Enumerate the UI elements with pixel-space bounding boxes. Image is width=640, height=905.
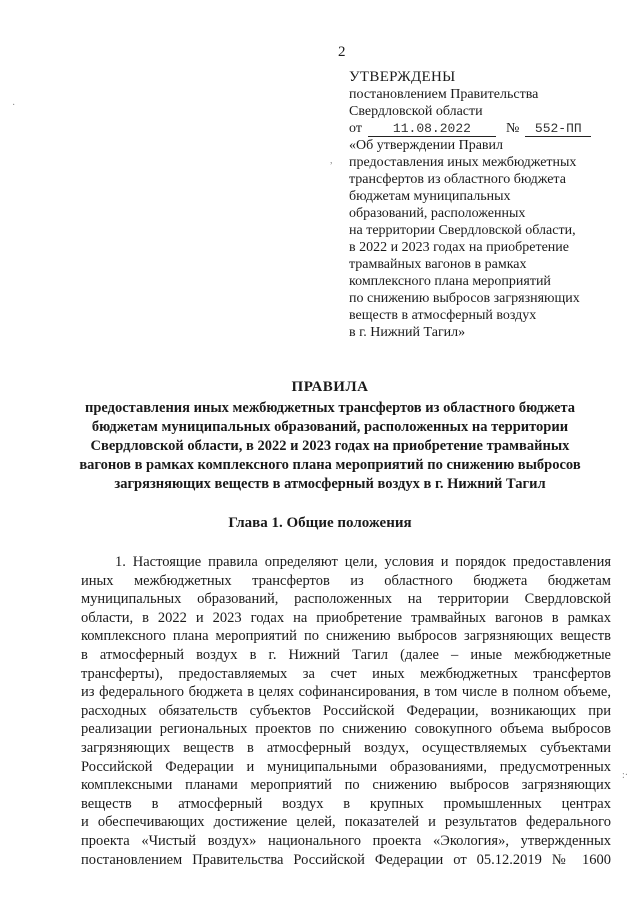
paragraph-line: иных межбюджетных трансфертов из областного бюджета бюджетам bbox=[81, 572, 611, 589]
paragraph-line: и обеспечивающих достижение целей, показателей и результатов федерального bbox=[81, 814, 611, 831]
title-line: Свердловской области, в 2022 и 2023 годах на приобретение трамвайных bbox=[90, 438, 570, 454]
paragraph-1 bbox=[81, 553, 611, 869]
paragraph-line: в атмосферный воздух в г. Нижний Тагил (далее – иные межбюджетные bbox=[81, 646, 611, 663]
approval-subject-line: на территории Свердловской области, bbox=[349, 223, 576, 238]
approval-date-number-line bbox=[349, 120, 624, 137]
approval-region-line: Свердловской области bbox=[349, 104, 483, 119]
approval-subject-line: «Об утверждении Правил bbox=[349, 138, 503, 153]
paragraph-line: комплексного плана мероприятий по снижению выбросов загрязняющих веществ bbox=[81, 628, 611, 645]
paragraph-line: проекта «Чистый воздух» национального проекта «Экология», утвержденных bbox=[81, 832, 611, 849]
approval-subject-line: трансфертов из областного бюджета bbox=[349, 172, 566, 187]
approval-number: 552-ПП bbox=[525, 122, 591, 137]
paragraph-line: муниципальных образований, расположенных на территории Свердловской bbox=[81, 591, 611, 608]
title-line: предоставления иных межбюджетных трансфертов из областного бюджета bbox=[85, 400, 575, 416]
paragraph-line: трансферты), предоставляемых за счет иных межбюджетных трансфертов bbox=[81, 665, 611, 682]
title-line: загрязняющих веществ в атмосферный воздух в г. Нижний Тагил bbox=[114, 476, 546, 492]
approval-date: 11.08.2022 bbox=[368, 122, 496, 137]
approval-subject-line: предоставления иных межбюджетных bbox=[349, 155, 577, 170]
scan-speck: :· bbox=[622, 770, 629, 781]
approval-subject-line: веществ в атмосферный воздух bbox=[349, 308, 537, 323]
paragraph-line: постановлением Правительства Российской Федерации от 05.12.2019 № 1600 bbox=[81, 851, 611, 868]
scan-speck: , bbox=[330, 155, 333, 166]
paragraph-line: реализации региональных проектов по снижению совокупного объема выбросов bbox=[81, 721, 611, 738]
paragraph-line: расходных обязательств субъектов Российской Федерации, возникающих при bbox=[81, 702, 611, 719]
approval-subject-line: по снижению выбросов загрязняющих bbox=[349, 291, 580, 306]
paragraph-line: из федерального бюджета в целях софинансирования, в том числе в полном объеме, bbox=[81, 684, 611, 701]
paragraph-line: 1. Настоящие правила определяют цели, условия и порядок предоставления bbox=[115, 554, 611, 570]
approval-subject-line: бюджетам муниципальных bbox=[349, 189, 511, 204]
title-line: бюджетам муниципальных образований, расположенных на территории bbox=[91, 419, 569, 435]
paragraph-line: Российской Федерации и муниципальными образованиями, предусмотренных bbox=[81, 758, 611, 775]
approval-subject-line: образований, расположенных bbox=[349, 206, 526, 221]
approval-issuer-line: постановлением Правительства bbox=[349, 87, 539, 102]
approval-subject-line: трамвайных вагонов в рамках bbox=[349, 257, 527, 272]
approval-heading: УТВЕРЖДЕНЫ bbox=[349, 69, 456, 85]
page-number: 2 bbox=[338, 44, 346, 60]
approval-subject-line: комплексного плана мероприятий bbox=[349, 274, 551, 289]
paragraph-line: комплексными планами мероприятий по снижению выбросов загрязняющих bbox=[81, 777, 611, 794]
approval-stamp bbox=[349, 69, 624, 341]
document-title bbox=[70, 378, 590, 494]
chapter-heading: Глава 1. Общие положения bbox=[228, 515, 412, 531]
from-label: от bbox=[349, 121, 362, 136]
approval-subject-line: в г. Нижний Тагил» bbox=[349, 325, 466, 340]
paragraph-line: веществ в атмосферный воздух в крупных промышленных центрах bbox=[81, 795, 611, 812]
paragraph-line: загрязняющих веществ в атмосферный воздух, осуществляемых субъектами bbox=[81, 739, 611, 756]
title-line: вагонов в рамках комплексного плана мероприятий по снижению выбросов bbox=[79, 457, 581, 473]
scan-speck: · bbox=[12, 100, 16, 111]
title-main: ПРАВИЛА bbox=[291, 379, 369, 395]
paragraph-line: области, в 2022 и 2023 годах на приобретение трамвайных вагонов в рамках bbox=[81, 609, 611, 626]
approval-subject-line: в 2022 и 2023 годах на приобретение bbox=[349, 240, 569, 255]
number-label: № bbox=[505, 121, 520, 136]
